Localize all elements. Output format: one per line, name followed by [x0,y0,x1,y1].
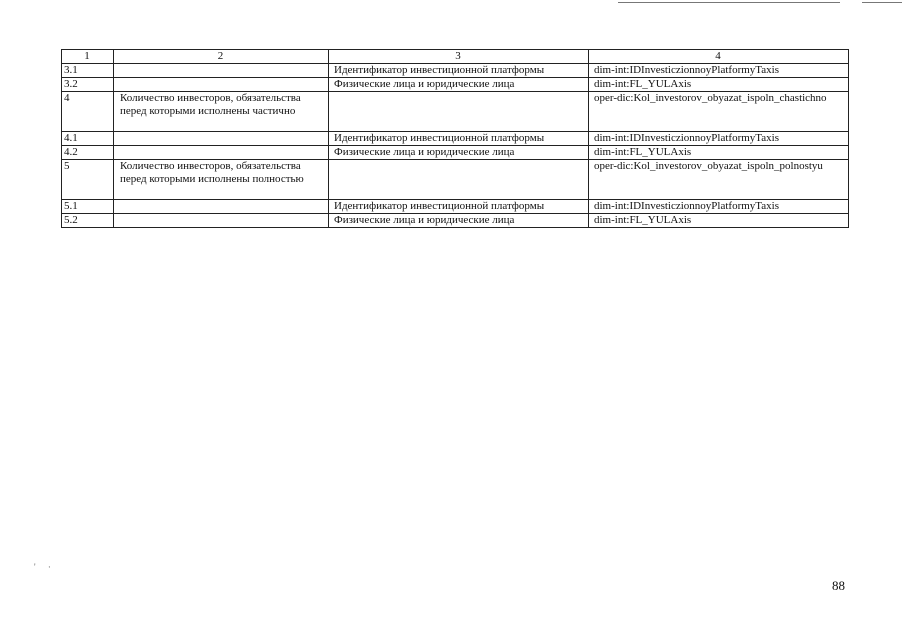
element-code: oper-dic:Kol_investorov_obyazat_ispoln_chastichno [589,92,849,132]
dimension-name: Физические лица и юридические лица [329,78,589,92]
table-header-row [62,50,849,64]
table-row [62,214,849,228]
row-number: 4.2 [62,146,114,160]
element-code: dim-int:FL_YULAxis [589,146,849,160]
element-code: dim-int:FL_YULAxis [589,214,849,228]
page-number: 88 [832,578,845,593]
indicator-name [114,146,329,160]
indicator-name [114,64,329,78]
table-row [62,78,849,92]
table-row [62,92,849,132]
table-row [62,200,849,214]
dimension-name: Физические лица и юридические лица [329,146,589,160]
dimension-name: Идентификатор инвестиционной платформы [329,200,589,214]
element-code: dim-int:IDInvesticzionnoyPlatformyTaxis [589,64,849,78]
element-code: oper-dic:Kol_investorov_obyazat_ispoln_polnostyu [589,160,849,200]
top-rule-left [618,2,840,3]
element-code: dim-int:IDInvesticzionnoyPlatformyTaxis [589,132,849,146]
table-row [62,132,849,146]
row-number: 4.1 [62,132,114,146]
table-row [62,160,849,200]
indicator-name [114,78,329,92]
row-number: 3.1 [62,64,114,78]
row-number: 5.2 [62,214,114,228]
element-code: dim-int:IDInvesticzionnoyPlatformyTaxis [589,200,849,214]
header-cell-2: 2 [114,50,329,64]
dimension-name [329,160,589,200]
scan-marks: ' · [34,562,56,572]
dimension-name: Идентификатор инвестиционной платформы [329,132,589,146]
header-cell-4: 4 [589,50,849,64]
dimension-name: Физические лица и юридические лица [329,214,589,228]
header-cell-3: 3 [329,50,589,64]
indicator-name: Количество инвесторов, обязательства перед которыми исполнены полностью [114,160,329,200]
dimension-name [329,92,589,132]
indicator-name: Количество инвесторов, обязательства перед которыми исполнены частично [114,92,329,132]
row-number: 5 [62,160,114,200]
header-cell-1: 1 [62,50,114,64]
top-rule-right [862,2,902,3]
row-number: 4 [62,92,114,132]
table-row [62,146,849,160]
table-row [62,64,849,78]
row-number: 3.2 [62,78,114,92]
dimension-name: Идентификатор инвестиционной платформы [329,64,589,78]
element-code: dim-int:FL_YULAxis [589,78,849,92]
indicator-name [114,214,329,228]
data-table [61,49,849,228]
row-number: 5.1 [62,200,114,214]
indicator-name [114,200,329,214]
indicator-name [114,132,329,146]
